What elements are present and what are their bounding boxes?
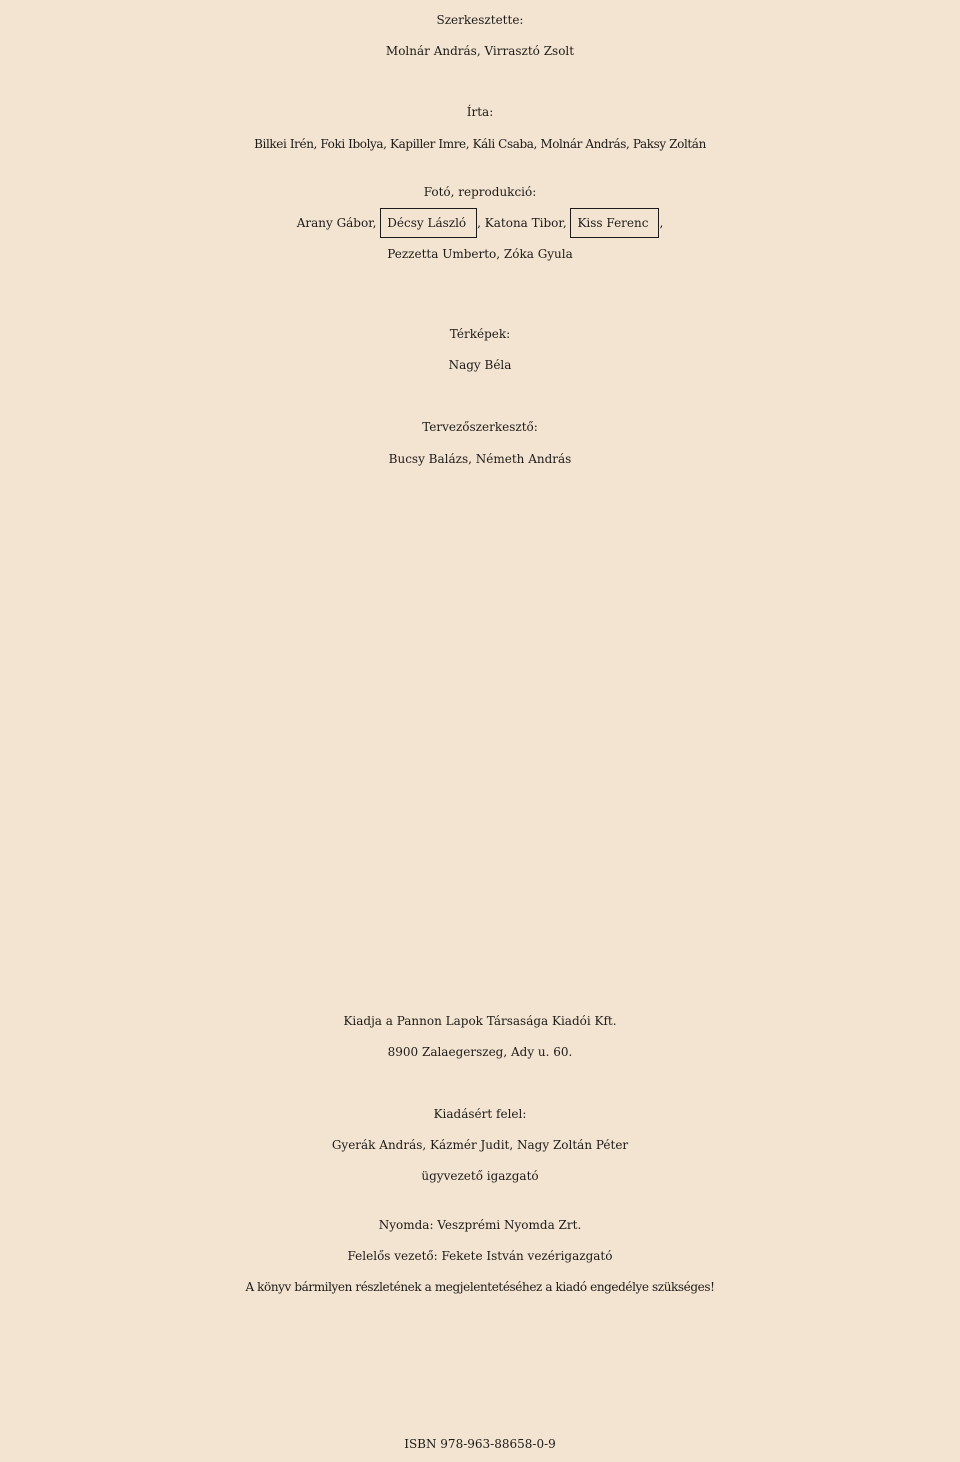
photo-names-line1	[0, 207, 960, 239]
publisher-address: 8900 Zalaegerszeg, Ady u. 60.	[387, 1045, 573, 1059]
printer-lead: Felelős vezető: Fekete István vezérigazgató	[347, 1249, 613, 1263]
designer-label: Tervezőszerkesztő:	[422, 420, 538, 434]
publisher-line-1: Kiadja a Pannon Lapok Társasága Kiadói Kft.	[343, 1014, 617, 1028]
responsible-title: ügyvezető igazgató	[421, 1169, 539, 1183]
isbn: ISBN 978-963-88658-0-9	[404, 1437, 556, 1451]
responsible-names: Gyerák András, Kázmér Judit, Nagy Zoltán Péter	[331, 1138, 629, 1152]
photo-names-line2: Pezzetta Umberto, Zóka Gyula	[387, 247, 573, 261]
permission-notice: A könyv bármilyen részletének a megjelentetéséhez a kiadó engedélye szükséges!	[245, 1280, 715, 1294]
photo-name-text: , Katona Tibor,	[477, 216, 567, 230]
photo-label: Fotó, reprodukció:	[423, 185, 537, 199]
photo-name-boxed-2: Kiss Ferenc	[570, 208, 659, 238]
designer-names: Bucsy Balázs, Németh András	[388, 452, 572, 466]
maps-name: Nagy Béla	[448, 358, 512, 372]
photo-name-text: Arany Gábor,	[296, 216, 377, 230]
editors-label: Szerkesztette:	[436, 13, 524, 27]
authors-label: Írta:	[466, 105, 494, 119]
photo-name-text: ,	[659, 216, 664, 230]
maps-label: Térképek:	[449, 327, 511, 341]
printer: Nyomda: Veszprémi Nyomda Zrt.	[378, 1218, 582, 1232]
authors-names: Bilkei Irén, Foki Ibolya, Kapiller Imre, Káli Csaba, Molnár András, Paksy Zoltán	[254, 137, 706, 151]
photo-name-boxed-1: Décsy László	[380, 208, 477, 238]
responsible-label: Kiadásért felel:	[433, 1107, 527, 1121]
editors-names: Molnár András, Virrasztó Zsolt	[385, 44, 575, 58]
